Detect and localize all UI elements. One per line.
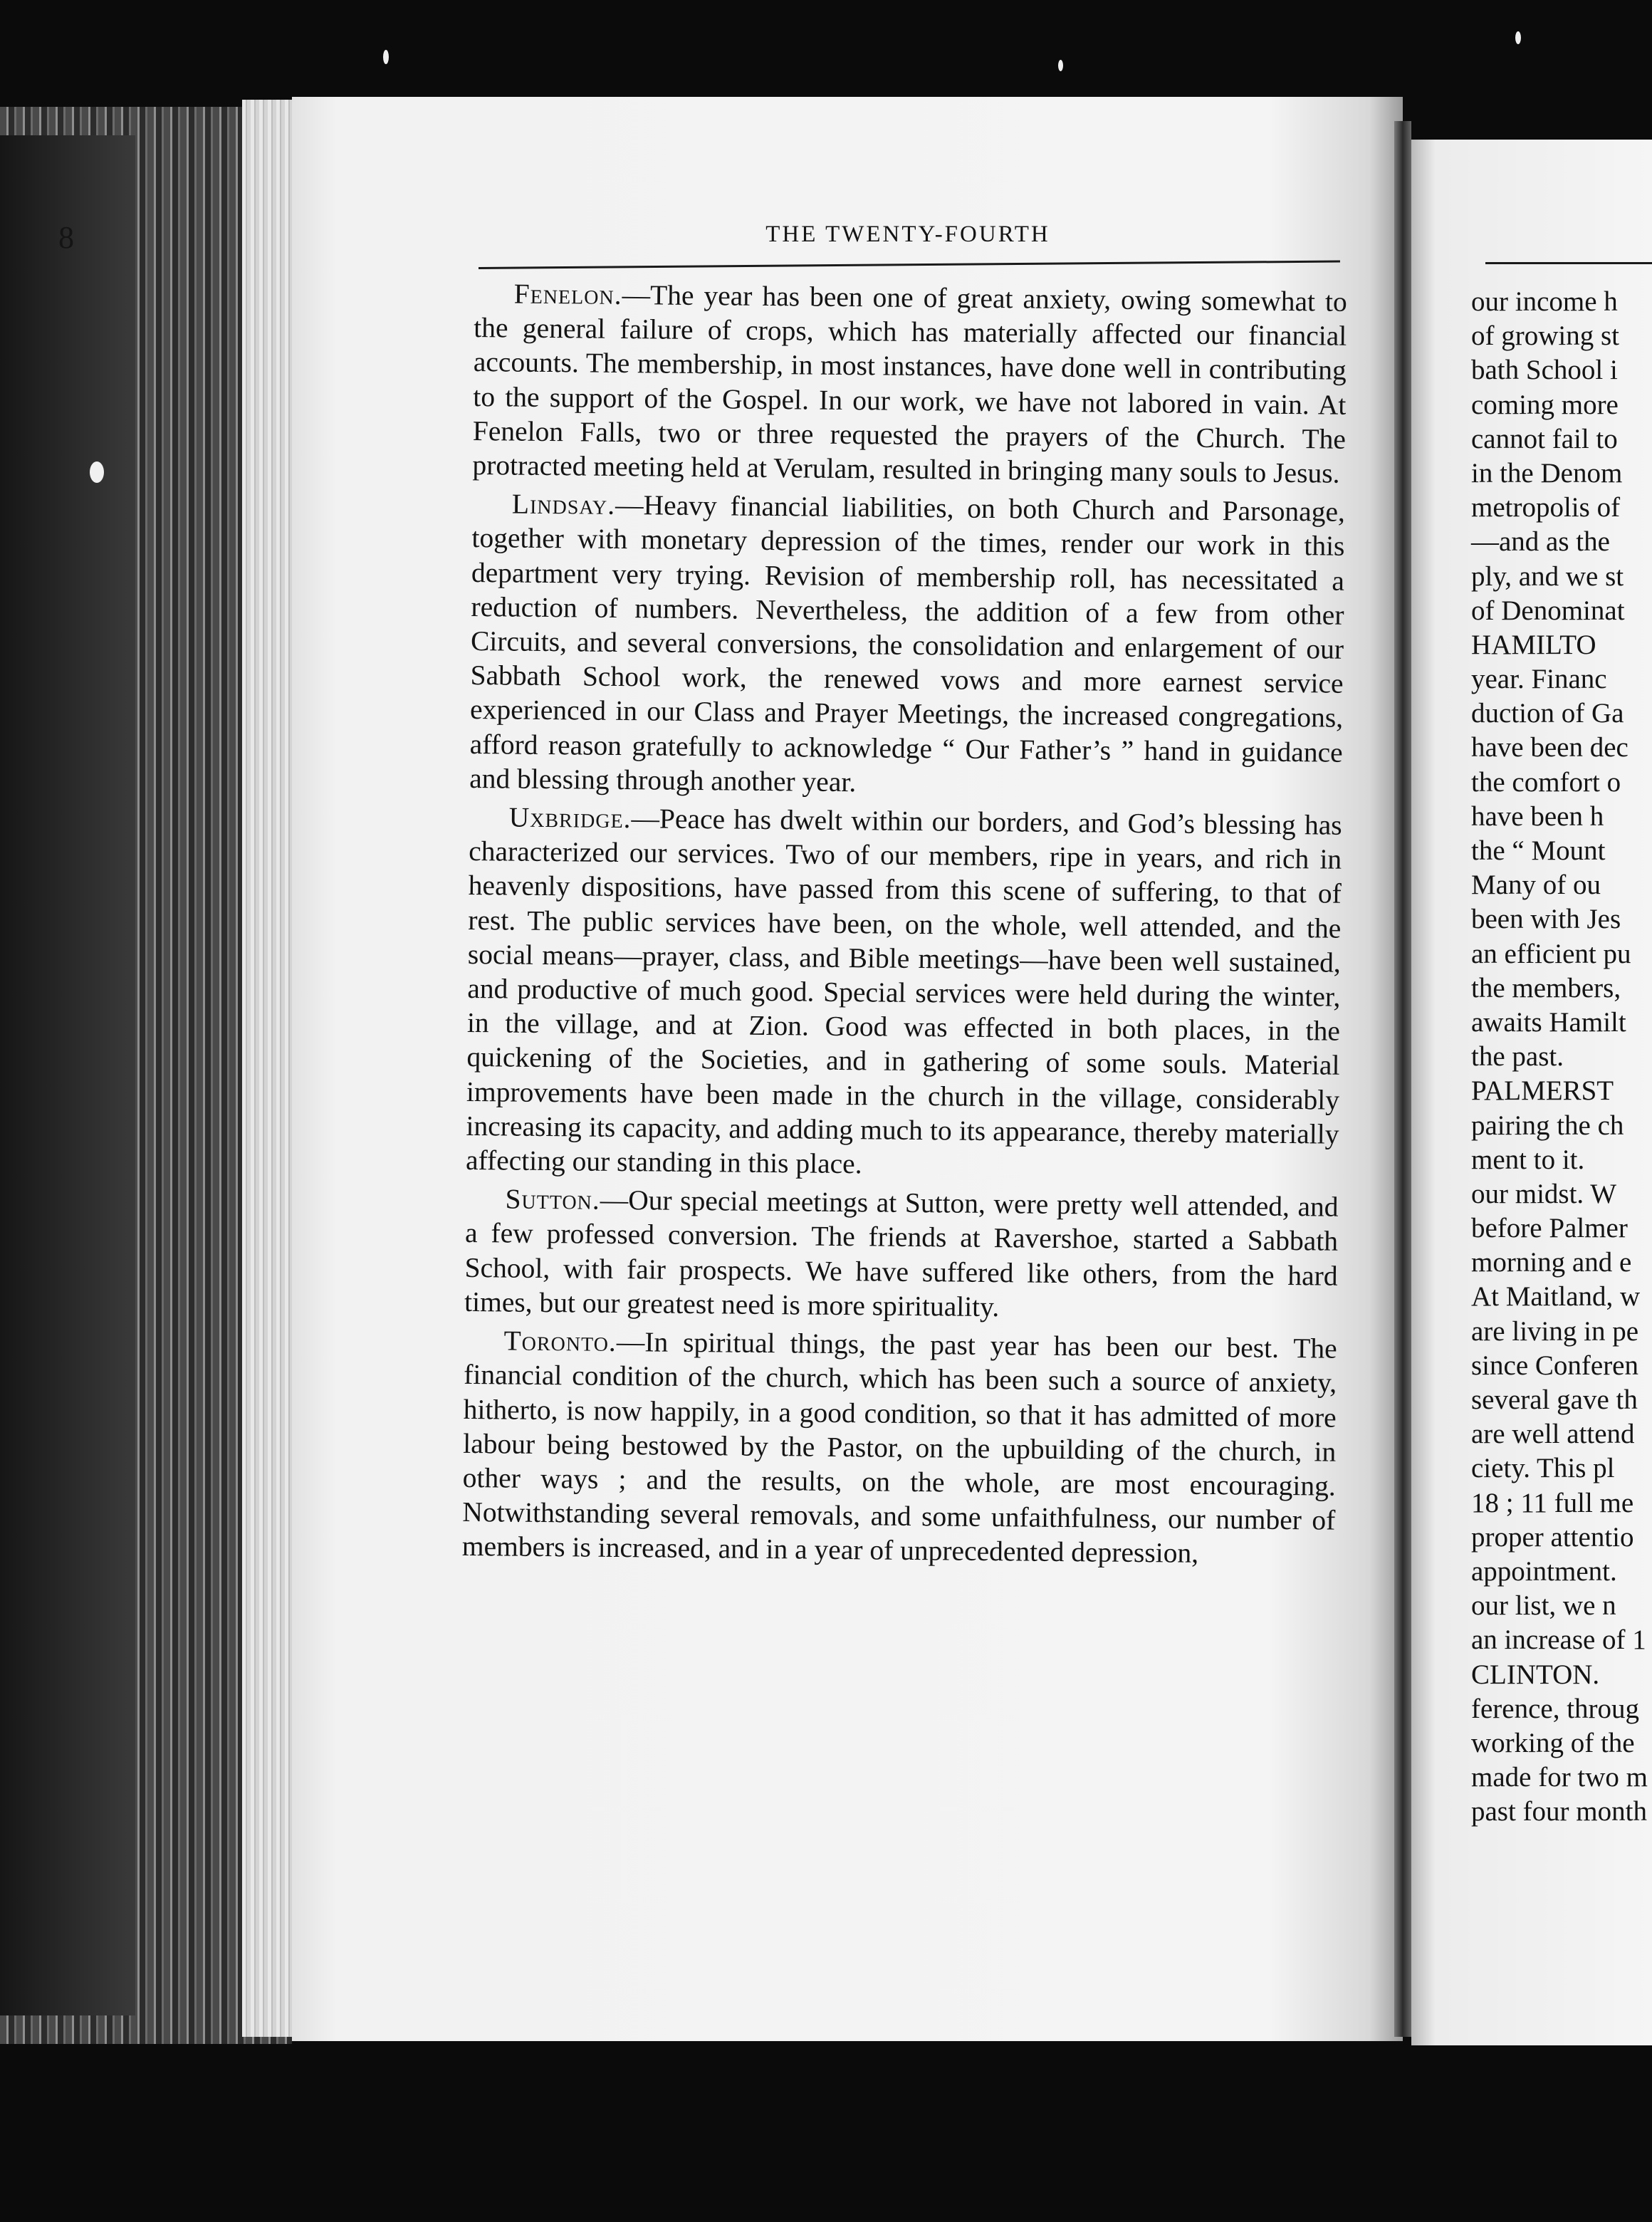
- right-page-line: the past.: [1471, 1041, 1564, 1073]
- right-page-line: of growing st: [1471, 320, 1619, 352]
- running-head: THE TWENTY-FOURTH: [765, 221, 1050, 247]
- right-page-line: an efficient pu: [1471, 938, 1631, 969]
- right-page-line: metropolis of: [1471, 492, 1621, 523]
- right-page-line: working of the: [1471, 1727, 1635, 1758]
- paragraph-sutton: [464, 1182, 1339, 1328]
- book-gutter: [1394, 121, 1411, 2037]
- right-page-line: of Denominat: [1471, 595, 1625, 626]
- right-page-line: the comfort o: [1471, 766, 1621, 798]
- dust-speck: [1515, 31, 1521, 44]
- paragraph-heading: Toronto.: [503, 1325, 617, 1358]
- right-page-line: proper attentio: [1471, 1521, 1634, 1553]
- dust-speck: [1058, 60, 1063, 71]
- page-edges-light: [242, 100, 292, 2037]
- right-page-line: At Maitland, w: [1471, 1281, 1641, 1313]
- paragraph-body: —Peace has dwelt within our borders, and God’s blessing has characterized our services. Two of our members, ripe in years, and rich in heavenly dispositions, have passed from this scene of suffering, to that of rest. The public services have been, on the whole, well attended, and the social means—prayer, class, and Bible meetings—have been well sustained, and productive of much good. Special services were held during the winter, in the village, and at Zion. Good was effected in both places, in the quickening of the Societies, and in gathering of some souls. Material improvements have been made in the church in the village, considerably increasing its capacity, and adding much to its appearance, thereby materially affecting our standing in this place.: [465, 803, 1342, 1180]
- right-page-line: are well attend: [1471, 1419, 1635, 1450]
- paragraph-heading: Sutton.: [505, 1183, 600, 1216]
- right-page-line: morning and e: [1471, 1247, 1632, 1278]
- right-page-line: before Palmer: [1471, 1213, 1628, 1244]
- paragraph-heading: Lindsay.: [511, 488, 616, 521]
- dust-speck: [383, 50, 389, 64]
- paragraph-body: —The year has been one of great anxiety, owing somewhat to the general failure of crops, which has materially affected our financial accounts. The membership, in most instances, have done well in contributing to the support of the Gospel. In our work, we have not labored in vain. At Fenelon Falls, two or three requested the prayers of the Church. The protracted meeting held at Verulam, resulted in bringing many souls to Jesus.: [472, 278, 1347, 489]
- paragraph-body: —Our special meetings at Sutton, were pretty well attended, and a few professed conversion. The friends at Ravershoe, started a Sabbath School, with fair prospects. We have suffered like others, from the hard times, but our greatest need is more spirituality.: [464, 1184, 1339, 1323]
- right-page-line: since Conferen: [1471, 1350, 1638, 1381]
- left-page-text: [462, 276, 1347, 1576]
- right-page-line: CLINTON.: [1471, 1659, 1600, 1690]
- right-page-line: our income h: [1471, 286, 1618, 317]
- paragraph-body: —Heavy financial liabilities, on both Church and Parsonage, together with monetary depression of the times, render our work in this department very trying. Revision of membership roll, has necessitated a reduction of numbers. Nevertheless, the addition of a few from other Circuits, and several conversions, the consolidation and enlargement of our Sabbath School work, the renewed vows and more earnest service experienced in our Class and Prayer Meetings, the increased congregations, afford reason gratefully to acknowledge “ Our Father’s ” hand in guidance and blessing through another year.: [469, 489, 1346, 798]
- right-header-rule: [1485, 262, 1652, 264]
- paragraph-toronto: [462, 1323, 1337, 1572]
- page-number: 8: [58, 220, 74, 255]
- right-page-line: 18 ; 11 full me: [1471, 1487, 1634, 1518]
- right-page-line: in the Denom: [1471, 457, 1623, 489]
- right-page-line: ference, throug: [1471, 1693, 1640, 1724]
- right-page-line: Many of ou: [1471, 870, 1601, 901]
- right-page-line: have been h: [1471, 800, 1604, 832]
- paragraph-heading: Fenelon.: [513, 278, 622, 311]
- right-page-line: —and as the: [1471, 526, 1610, 558]
- right-page-line: coming more: [1471, 389, 1619, 420]
- right-page-line: ciety. This pl: [1471, 1453, 1615, 1484]
- paragraph-heading: Uxbridge.: [508, 801, 632, 835]
- right-page-line: been with Jes: [1471, 904, 1621, 935]
- right-page-line: duction of Ga: [1471, 698, 1624, 729]
- right-page-line: bath School i: [1471, 355, 1618, 386]
- right-page-line: ment to it.: [1471, 1144, 1585, 1175]
- right-page-line: an increase of 1: [1471, 1624, 1646, 1656]
- dust-speck: [90, 461, 104, 483]
- paragraph-lindsay: [469, 486, 1345, 804]
- right-page-line: our list, we n: [1471, 1590, 1616, 1622]
- right-page-text: [1471, 285, 1652, 1829]
- page-header: [477, 217, 1339, 251]
- right-page-line: HAMILTO: [1471, 629, 1596, 660]
- right-page-line: pairing the ch: [1471, 1110, 1624, 1141]
- right-page-line: are living in pe: [1471, 1315, 1639, 1347]
- right-page-line: the “ Mount: [1471, 835, 1606, 866]
- right-page-line: awaits Hamilt: [1471, 1006, 1626, 1038]
- right-page-line: appointment.: [1471, 1555, 1617, 1587]
- right-page-line: past four month: [1471, 1796, 1647, 1827]
- paragraph-body: —In spiritual things, the past year has been our best. The financial condition of the church, which has been such a source of anxiety, hitherto, is now happily, in a good condition, so that it has admitted of more labour being bestowed by the Pastor, on the upbuilding of the church, in other ways ; and the results, on the whole, are most encouraging. Notwithstanding several removals, and some unfaithfulness, our number of members is increased, and in a year of unprecedented depression,: [461, 1326, 1337, 1570]
- book-cover-shadow: [0, 135, 135, 2015]
- paragraph-fenelon: [472, 276, 1347, 491]
- right-page-line: cannot fail to: [1471, 423, 1618, 454]
- right-page-line: made for two m: [1471, 1762, 1648, 1793]
- right-page-line: several gave th: [1471, 1384, 1638, 1415]
- right-page-line: ply, and we st: [1471, 560, 1624, 592]
- right-page-line: our midst. W: [1471, 1178, 1617, 1209]
- right-page-line: PALMERST: [1471, 1075, 1614, 1107]
- paragraph-uxbridge: [466, 800, 1342, 1186]
- right-page-line: the members,: [1471, 972, 1621, 1003]
- right-page-line: have been dec: [1471, 732, 1629, 763]
- right-page-line: year. Financ: [1471, 664, 1607, 695]
